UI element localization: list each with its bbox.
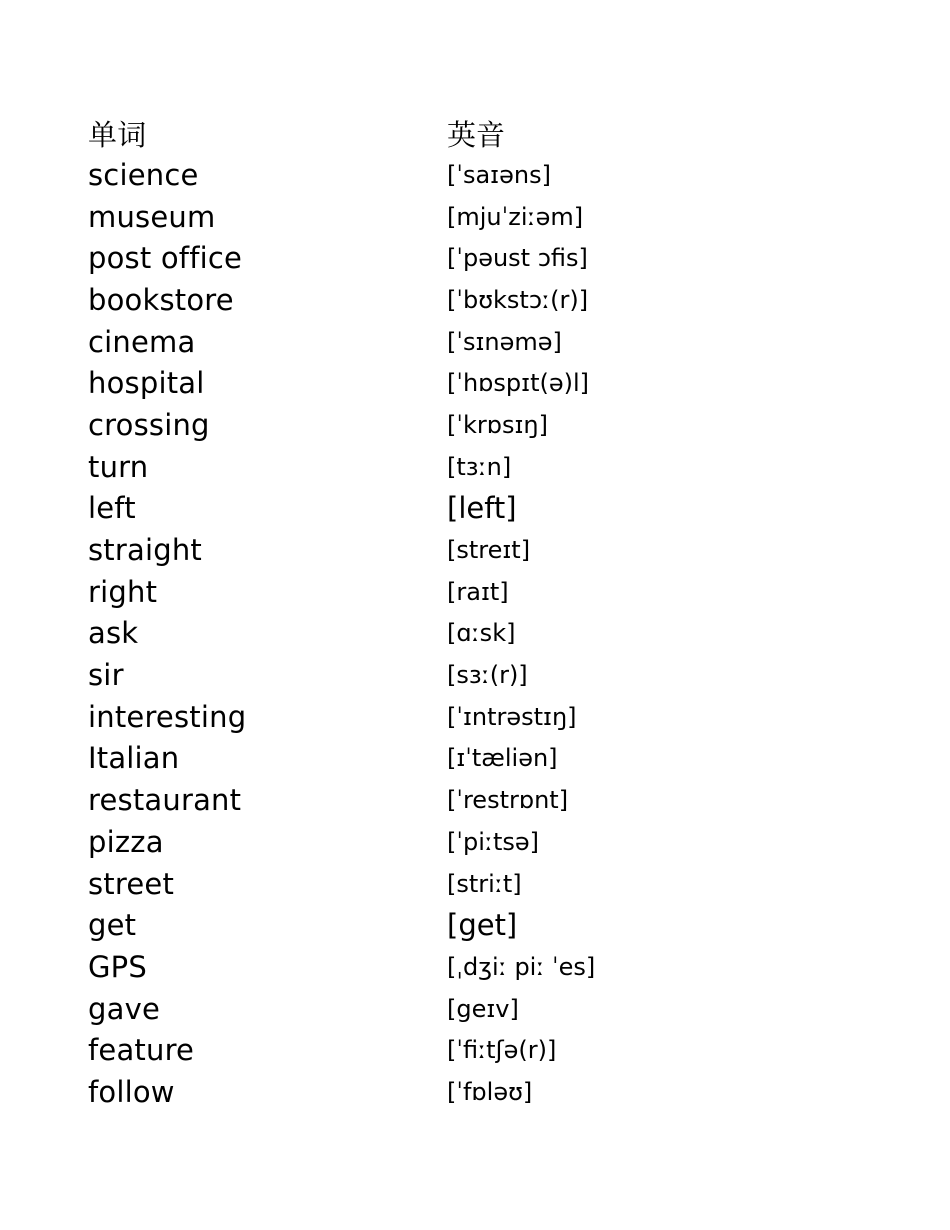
phonetic-cell: [ˈhɒspɪt(ə)l]: [447, 369, 589, 398]
table-row: [88, 613, 788, 655]
phonetic-cell: [get]: [447, 908, 518, 943]
table-row: [88, 362, 788, 404]
phonetic-cell: [striːt]: [447, 869, 522, 898]
word-cell: pizza: [88, 824, 164, 859]
word-cell: get: [88, 908, 137, 943]
table-row: [88, 946, 788, 988]
phonetic-cell: [ɑːsk]: [447, 619, 516, 648]
table-row: [88, 738, 788, 780]
header-word: 单词: [88, 117, 147, 152]
word-cell: science: [88, 157, 199, 192]
word-cell: right: [88, 574, 158, 609]
word-cell: museum: [88, 199, 216, 234]
phonetic-cell: [tɜːn]: [447, 452, 512, 481]
table-row: [88, 1029, 788, 1071]
word-cell: Italian: [88, 741, 180, 776]
table-row: [88, 237, 788, 279]
word-cell: street: [88, 866, 175, 901]
phonetic-cell: [raɪt]: [447, 577, 509, 606]
word-cell: restaurant: [88, 783, 242, 818]
word-cell: feature: [88, 1033, 195, 1068]
table-row: [88, 154, 788, 196]
phonetic-cell: [ˈpiːtsə]: [447, 827, 539, 856]
table-row: [88, 321, 788, 363]
phonetic-cell: [geɪv]: [447, 994, 519, 1023]
table-row: [88, 1071, 788, 1113]
table-row: [88, 654, 788, 696]
phonetic-cell: [streɪt]: [447, 536, 531, 565]
word-cell: bookstore: [88, 282, 234, 317]
phonetic-cell: [ɪˈtæliən]: [447, 744, 558, 773]
phonetic-cell: [ˈbʊkstɔː(r)]: [447, 285, 589, 314]
phonetic-cell: [ˈsaɪəns]: [447, 160, 551, 189]
table-row: [88, 529, 788, 571]
table-row: [88, 196, 788, 238]
table-row: [88, 488, 788, 530]
word-cell: ask: [88, 616, 139, 651]
phonetic-cell: [ˌdʒiː piː ˈes]: [447, 952, 596, 981]
phonetic-cell: [sɜː(r)]: [447, 661, 528, 690]
table-row: [88, 821, 788, 863]
table-row: [88, 988, 788, 1030]
table-row: [88, 904, 788, 946]
word-cell: GPS: [88, 949, 147, 984]
word-cell: gave: [88, 991, 160, 1026]
table-row: [88, 696, 788, 738]
word-cell: follow: [88, 1074, 175, 1109]
word-cell: turn: [88, 449, 149, 484]
table-row: [88, 446, 788, 488]
table-row: [88, 863, 788, 905]
word-cell: sir: [88, 658, 124, 693]
word-cell: hospital: [88, 366, 205, 401]
word-cell: straight: [88, 533, 202, 568]
phonetic-cell: [ˈfiːtʃə(r)]: [447, 1036, 557, 1065]
phonetic-cell: [ˈsɪnəmə]: [447, 327, 562, 356]
word-cell: left: [88, 491, 136, 526]
table-row: [88, 571, 788, 613]
phonetic-cell: [left]: [447, 491, 517, 526]
phonetic-cell: [ˈkrɒsɪŋ]: [447, 410, 548, 439]
phonetic-cell: [ˈrestrɒnt]: [447, 786, 569, 815]
word-cell: interesting: [88, 699, 247, 734]
phonetic-cell: [ˈfɒləʊ]: [447, 1077, 533, 1106]
phonetic-cell: [ˈɪntrəstɪŋ]: [447, 702, 577, 731]
table-row: [88, 779, 788, 821]
word-cell: post office: [88, 241, 243, 276]
header-phonetic: 英音: [447, 117, 506, 152]
table-row: [88, 404, 788, 446]
phonetic-cell: [mjuˈziːəm]: [447, 202, 584, 231]
word-cell: cinema: [88, 324, 196, 359]
vocabulary-table: [88, 112, 788, 1113]
phonetic-cell: [ˈpəust ɔfis]: [447, 244, 588, 273]
word-cell: crossing: [88, 407, 210, 442]
table-header-row: [88, 112, 788, 154]
table-row: [88, 279, 788, 321]
